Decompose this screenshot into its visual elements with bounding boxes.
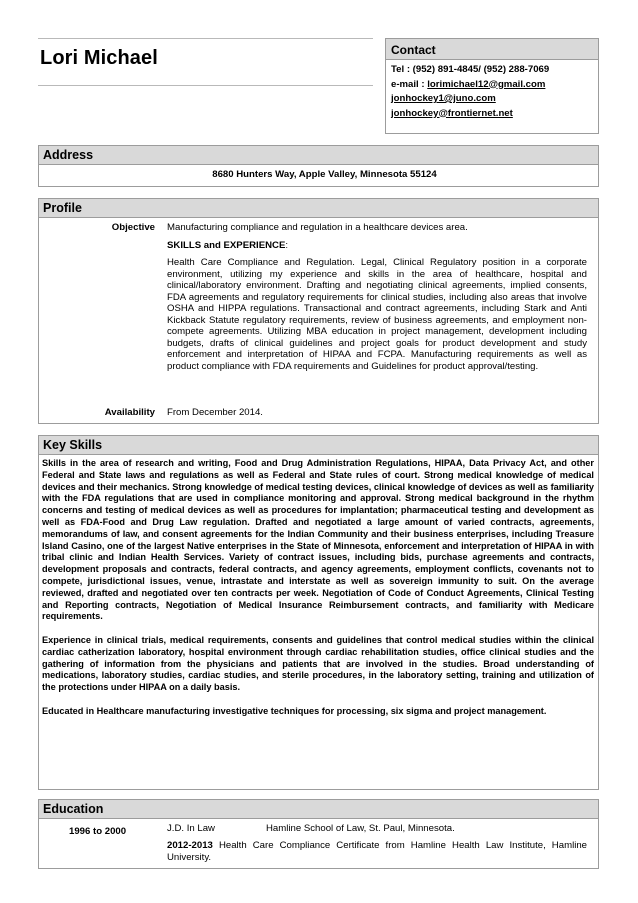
key-skills-paragraph-3: Educated in Healthcare manufacturing investigative techniques for processing, six sigma and project management. [42, 705, 547, 716]
education-degree: J.D. In Law [167, 823, 215, 834]
certificate-text: Health Care Compliance Certificate from Hamline Health Law Institute, Hamline University. [167, 840, 587, 863]
profile-section [38, 198, 599, 424]
contact-title: Contact [386, 39, 598, 60]
contact-email-line [391, 78, 598, 93]
key-skills-paragraph-1: Skills in the area of research and writing, Food and Drug Administration Regulations, HIPAA, Data Privacy Act, and other Federal and State laws and regulations as well as Federal and State rules of court. Strong medical knowledge of medical devices and their mechanics. Strong knowledge of medical testing devices, clinical knowledge of devices as well as familiarity with the FDA regulations that are used in compliance monitoring and approval. Strong medical background in the rhythm concerns and testing of medical devices as well as procedures for implantation; pharmaceutical testing and development as well as FDA-Food and Drug Law regulation. Drafted and negotiated a large amount of varied contracts, agreements, memorandums of law, and consent agreements for the Indian Community and their business enterprises, including Treasure Island Casino, one of the largest Native enterprises in the State of Minnesota, enforcement and interpretation of HIPAA in with tribal clinic and Indian Health Services. Variety of contract issues, including bids, purchase agreements and contracts, development proposals and contracts, federal contracts, and agency agreements, employment conflicts, covenants not to compete, jurisdictional issues, venue, intrastate and interstate as well as sovereign immunity to suit. On the average reviewed, drafted and negotiated over ten contracts per week. Negotiation of Code of Conduct Agreements, Clinical Testing and Reporting contracts, Negotiation of Medical Insurance Reimbursement contracts, and familiarity with Medicare requirements. [42, 458, 594, 622]
certificate-years: 2012-2013 [167, 840, 213, 851]
objective-label: Objective [111, 222, 155, 233]
education-section [38, 799, 599, 869]
profile-body [39, 218, 598, 423]
education-certificate [167, 840, 587, 863]
candidate-name: Lori Michael [40, 47, 158, 69]
name-header [38, 38, 373, 86]
email-link-1[interactable]: lorimichael12@gmail.com [427, 78, 546, 90]
education-body [39, 819, 598, 885]
education-school: Hamline School of Law, St. Paul, Minnesota. [266, 823, 455, 834]
experience-text: Health Care Compliance and Regulation. Legal, Clinical Regulatory position in a corporate environment, utilizing my experience and skills in the area of healthcare, hospital and clinical/laboratory environment. Drafting and negotiating clinical agreements, implied consents, FDA agreements and regulatory requirements for clinical studies, including also areas that involve OSHA and HIPPA regulations. Transactional and contract agreements, including Stark and Anti Kickback Statute regulatory requirements, review of business agreements, and employment non-compete agreements. Utilizing MBA education in project management, development including budgets, drafts of clinical guidelines and project goals for product development and study enforcement and interpretation of HIPAA and FCPA. Manufacturing requirements as well as product compliance with FDA requirements and Guidelines for product approval/testing. [167, 257, 587, 372]
education-title: Education [39, 800, 598, 819]
skills-heading-colon: : [285, 240, 289, 251]
skills-heading: SKILLS and EXPERIENCE [167, 240, 286, 251]
availability-text: From December 2014. [167, 407, 263, 418]
availability-label: Availability [104, 407, 155, 418]
address-title: Address [39, 146, 598, 165]
address-section [38, 145, 599, 187]
email-link-2[interactable]: jonhockey1@juno.com [391, 93, 496, 104]
skills-heading-line [167, 240, 587, 252]
objective-text: Manufacturing compliance and regulation in a healthcare devices area. [167, 222, 468, 233]
key-skills-body [39, 455, 598, 718]
education-years: 1996 to 2000 [69, 826, 127, 837]
contact-box [385, 38, 599, 134]
key-skills-paragraph-2: Experience in clinical trials, medical requirements, consents and guidelines that control medical studies within the clinical cardiac catherization laboratory, hospital environment through cardiac rehabilitation studies, office clinical studies and the gathering of information from the physicians and patients that are involved in the studies. Broad understanding of medications, laboratory studies, cardiac studies, and sterile procedures, in the laboratory setting, training and utilization of the protections under HIPAA on a daily basis. [42, 634, 594, 693]
contact-phone: Tel : (952) 891-4845/ (952) 288-7069 [391, 64, 550, 75]
contact-body [386, 60, 598, 121]
email-link-3[interactable]: jonhockey@frontiernet.net [391, 107, 513, 119]
key-skills-section [38, 435, 599, 790]
address-line: 8680 Hunters Way, Apple Valley, Minnesota 55124 [212, 169, 437, 180]
key-skills-title: Key Skills [39, 436, 598, 455]
profile-title: Profile [39, 199, 598, 218]
email-prefix: e-mail : [391, 78, 428, 90]
